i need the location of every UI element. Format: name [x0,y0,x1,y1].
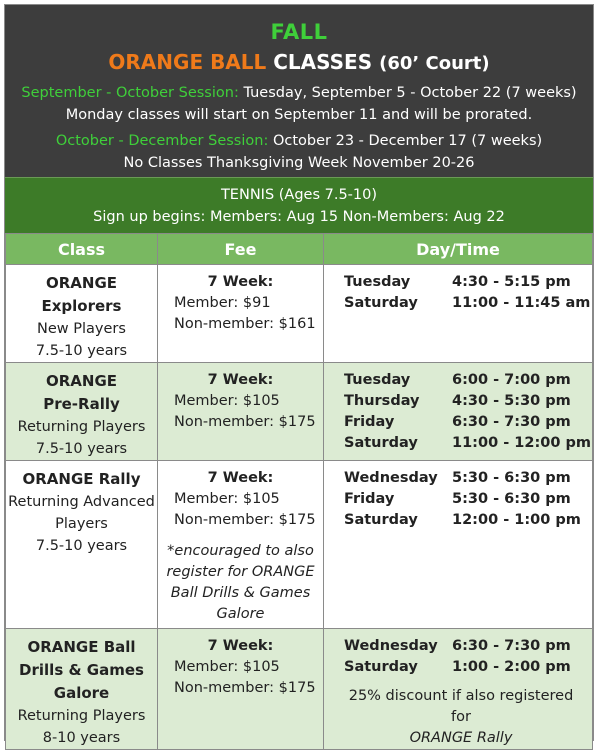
class-desc: Players [55,516,108,532]
fee-nonmember: Non-member: $161 [174,316,316,332]
time: 5:30 - 6:30 pm [452,491,571,507]
class-name: Explorers [41,297,122,315]
day: Wednesday [344,638,438,654]
fee-member: Member: $91 [174,295,271,311]
session2-note: No Classes Thanksgiving Week November 20-26 [123,155,475,171]
session1-note: Monday classes will start on September 11 and will be prorated. [65,107,533,123]
title-court: (60’ Court) [379,53,490,74]
schedule-entry [344,433,592,454]
table-row [6,461,593,629]
schedule-entry [344,510,592,531]
table-row [6,265,593,363]
main-title [5,48,593,78]
daytime-cell [324,265,593,363]
fee-nonmember: Non-member: $175 [174,680,316,696]
day: Thursday [344,393,420,409]
day: Friday [344,491,395,507]
fee-cell [158,629,324,750]
class-ages: 7.5-10 years [35,343,128,359]
class-schedule-flyer [4,4,594,746]
session2-dates: October 23 - December 17 (7 weeks) [272,133,543,149]
schedule-entry [344,412,592,433]
fee-note [158,541,323,625]
fee-nonmember: Non-member: $175 [174,414,316,430]
schedule-entry [344,391,592,412]
class-cell [6,461,158,629]
time: 6:30 - 7:30 pm [452,638,571,654]
daytime-cell [324,461,593,629]
day: Wednesday [344,470,438,486]
tennis-band [5,177,593,233]
fee-cell [158,461,324,629]
class-desc: Returning Players [17,419,146,435]
fee-cell [158,265,324,363]
fee-cell [158,363,324,461]
signup-dates: Sign up begins: Members: Aug 15 Non-Members: Aug 22 [93,209,505,225]
class-desc: Returning Advanced [8,494,155,510]
header-section [5,5,593,177]
season-title: FALL [270,20,328,44]
day: Friday [344,414,395,430]
day: Tuesday [344,274,411,290]
time: 11:00 - 12:00 pm [452,435,591,451]
daytime-cell [324,363,593,461]
class-cell [6,629,158,750]
time: 11:00 - 11:45 am [452,295,591,311]
class-ages: 7.5-10 years [35,441,128,457]
time: 6:00 - 7:00 pm [452,372,571,388]
session2-line [5,130,593,152]
class-cell [6,363,158,461]
class-name: Drills & Games [19,661,144,679]
schedule-entry [344,489,592,510]
time: 4:30 - 5:30 pm [452,393,571,409]
session1-dates: Tuesday, September 5 - October 22 (7 weeks) [243,85,577,101]
class-name: ORANGE [45,274,118,292]
class-name: ORANGE [45,372,118,390]
day: Saturday [344,435,418,451]
time: 12:00 - 1:00 pm [452,512,581,528]
fee-weeks: 7 Week: [207,470,274,486]
fee-note-line: Galore [216,606,265,622]
schedule-entry [344,636,592,657]
schedule-entry [344,293,592,314]
time: 6:30 - 7:30 pm [452,414,571,430]
schedule-entry [344,657,592,678]
fee-nonmember: Non-member: $175 [174,512,316,528]
schedule-entry [344,370,592,391]
class-ages: 8-10 years [42,730,121,746]
class-cell [6,265,158,363]
discount-note-line: 25% discount if also registered for [348,688,574,725]
class-name: Galore [53,684,110,702]
fee-member: Member: $105 [174,393,280,409]
time: 5:30 - 6:30 pm [452,470,571,486]
daytime-cell [324,629,593,750]
fee-member: Member: $105 [174,659,280,675]
fee-weeks: 7 Week: [207,274,274,290]
col-header-class: Class [6,234,158,265]
col-header-fee: Fee [158,234,324,265]
day: Saturday [344,295,418,311]
fee-weeks: 7 Week: [207,372,274,388]
session2-label: October - December Session: [55,133,269,149]
day: Tuesday [344,372,411,388]
class-ages: 7.5-10 years [35,538,128,554]
class-desc: New Players [37,321,126,337]
class-name: Pre-Rally [43,395,120,413]
table-header-row [6,234,593,265]
table-row [6,363,593,461]
fee-note-line: *encouraged to also [167,543,314,559]
fee-weeks: 7 Week: [207,638,274,654]
session1-label: September - October Session: [21,85,239,101]
fee-note-line: Ball Drills & Games [170,585,311,601]
schedule-table [5,233,593,750]
table-row [6,629,593,750]
class-name: ORANGE Rally [22,470,141,488]
col-header-daytime: Day/Time [324,234,593,265]
title-classes: CLASSES [273,50,373,74]
day: Saturday [344,659,418,675]
discount-note-class: ORANGE Rally [409,730,513,746]
time: 4:30 - 5:15 pm [452,274,571,290]
class-desc: Returning Players [17,708,146,724]
fee-member: Member: $105 [174,491,280,507]
title-orange-ball: ORANGE BALL [108,50,267,74]
discount-note [344,686,592,749]
day: Saturday [344,512,418,528]
time: 1:00 - 2:00 pm [452,659,571,675]
tennis-ages: TENNIS (Ages 7.5-10) [220,187,378,203]
class-name: ORANGE Ball [27,638,136,656]
schedule-entry [344,468,592,489]
session1-line [5,82,593,104]
schedule-entry [344,272,592,293]
fee-note-line: register for ORANGE [166,564,315,580]
